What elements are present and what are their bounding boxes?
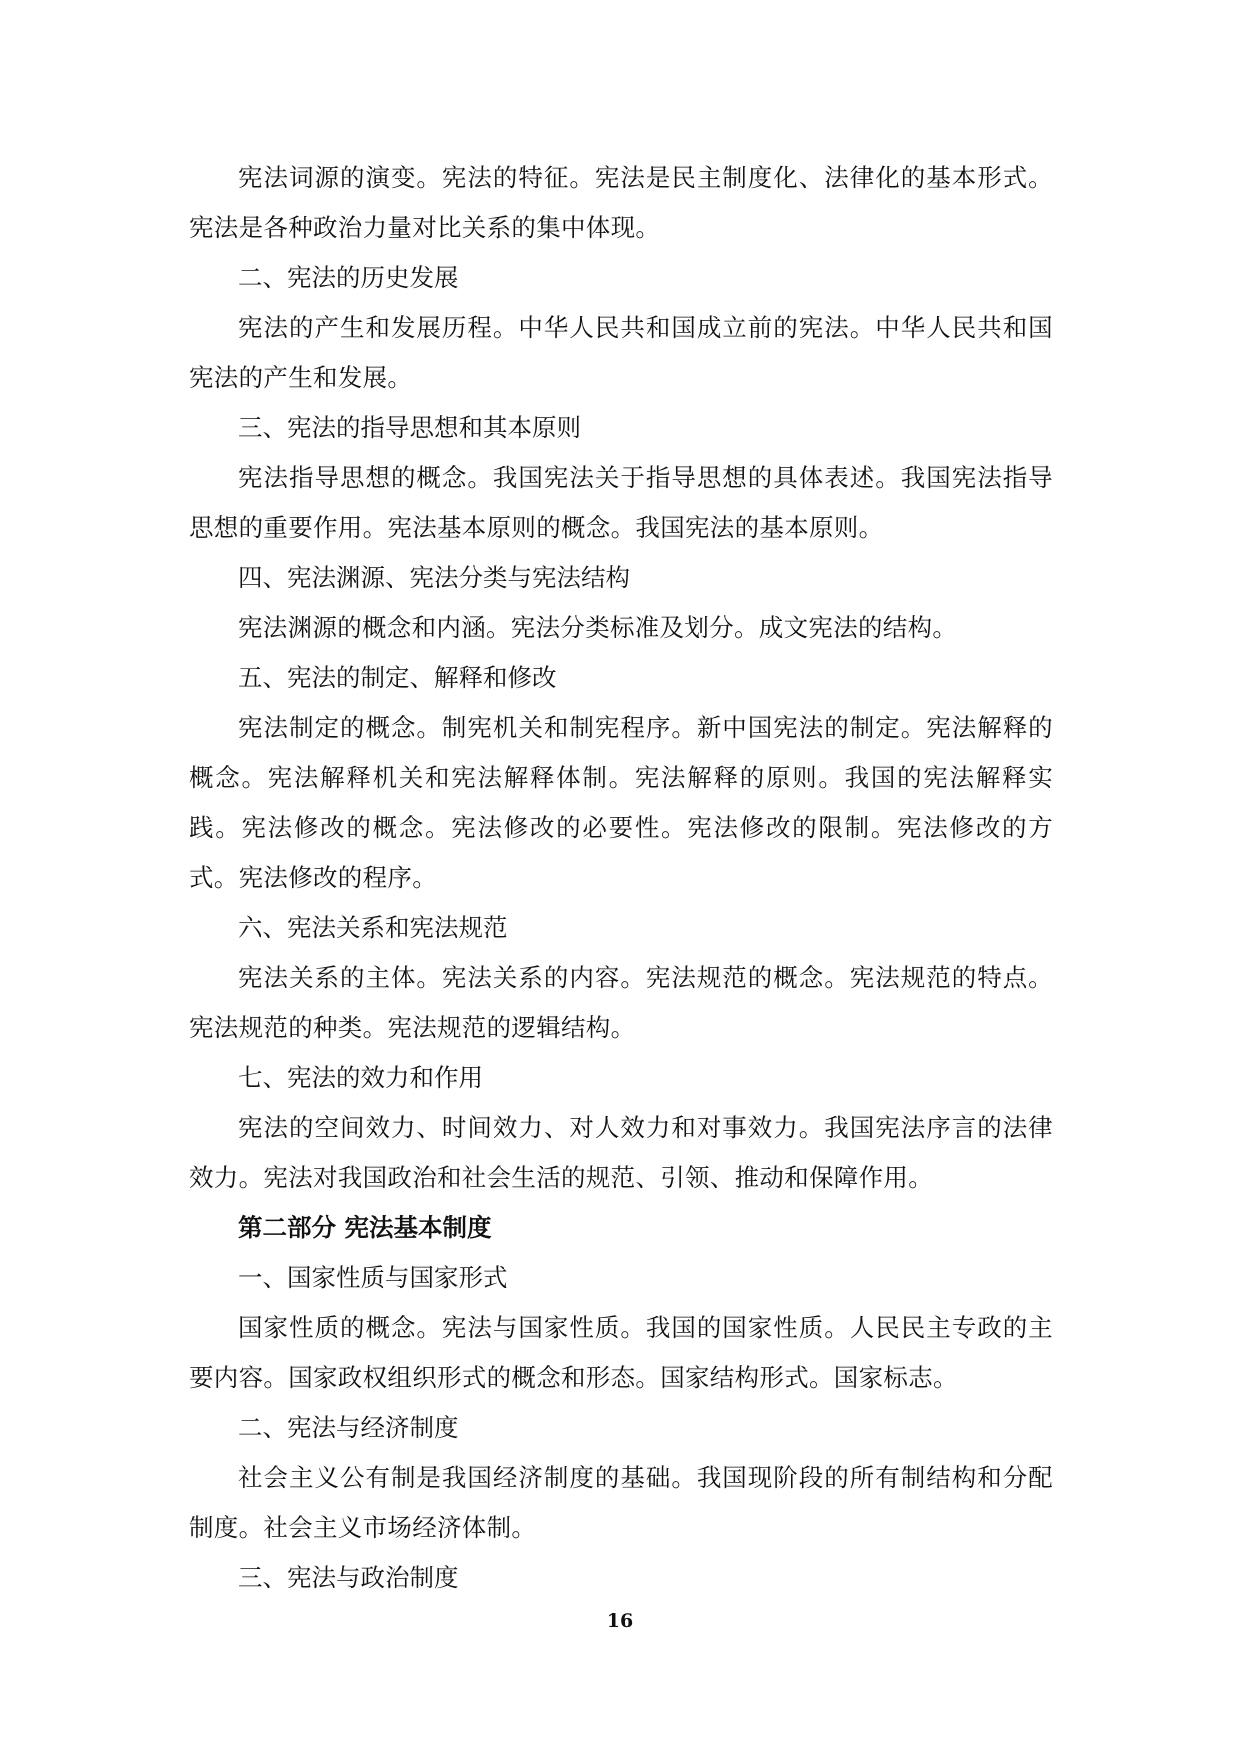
section-heading-state-nature: 一、国家性质与国家形式 (238, 1263, 508, 1292)
section-heading-effect: 七、宪法的效力和作用 (238, 1063, 483, 1092)
paragraph-guiding-principles: 宪法指导思想的概念。我国宪法关于指导思想的具体表述。我国宪法指导思想的重要作用。宪法基本原则的概念。我国宪法的基本原则。 (189, 463, 1053, 542)
section-heading-sources: 四、宪法渊源、宪法分类与宪法结构 (238, 563, 630, 592)
section-heading-amendment: 五、宪法的制定、解释和修改 (238, 663, 557, 692)
paragraph-state-nature: 国家性质的概念。宪法与国家性质。我国的国家性质。人民民主专政的主要内容。国家政权组织形式的概念和形态。国家结构形式。国家标志。 (189, 1313, 1053, 1392)
paragraph-effect: 宪法的空间效力、时间效力、对人效力和对事效力。我国宪法序言的法律效力。宪法对我国政治和社会生活的规范、引领、推动和保障作用。 (189, 1113, 1053, 1192)
section-heading-economic-system: 二、宪法与经济制度 (238, 1413, 459, 1442)
page-body (189, 153, 1053, 1603)
paragraph-constitution-definition: 宪法词源的演变。宪法的特征。宪法是民主制度化、法律化的基本形式。宪法是各种政治力量对比关系的集中体现。 (189, 163, 1053, 242)
paragraph-history: 宪法的产生和发展历程。中华人民共和国成立前的宪法。中华人民共和国宪法的产生和发展。 (189, 313, 1053, 392)
section-heading-history: 二、宪法的历史发展 (238, 263, 459, 292)
paragraph-economic-system: 社会主义公有制是我国经济制度的基础。我国现阶段的所有制结构和分配制度。社会主义市场经济体制。 (189, 1463, 1053, 1542)
paragraph-amendment: 宪法制定的概念。制宪机关和制宪程序。新中国宪法的制定。宪法解释的概念。宪法解释机关和宪法解释体制。宪法解释的原则。我国的宪法解释实践。宪法修改的概念。宪法修改的必要性。宪法修改的限制。宪法修改的方式。宪法修改的程序。 (189, 713, 1053, 892)
paragraph-norms: 宪法关系的主体。宪法关系的内容。宪法规范的概念。宪法规范的特点。宪法规范的种类。宪法规范的逻辑结构。 (189, 963, 1053, 1042)
section-heading-norms: 六、宪法关系和宪法规范 (238, 913, 508, 942)
page-number: 16 (606, 1610, 634, 1632)
paragraph-sources: 宪法渊源的概念和内涵。宪法分类标准及划分。成文宪法的结构。 (238, 613, 958, 642)
section-heading-political-system: 三、宪法与政治制度 (238, 1563, 459, 1592)
section-heading-guiding-principles: 三、宪法的指导思想和其本原则 (238, 413, 581, 442)
part-heading-basic-systems: 第二部分 宪法基本制度 (238, 1213, 492, 1242)
